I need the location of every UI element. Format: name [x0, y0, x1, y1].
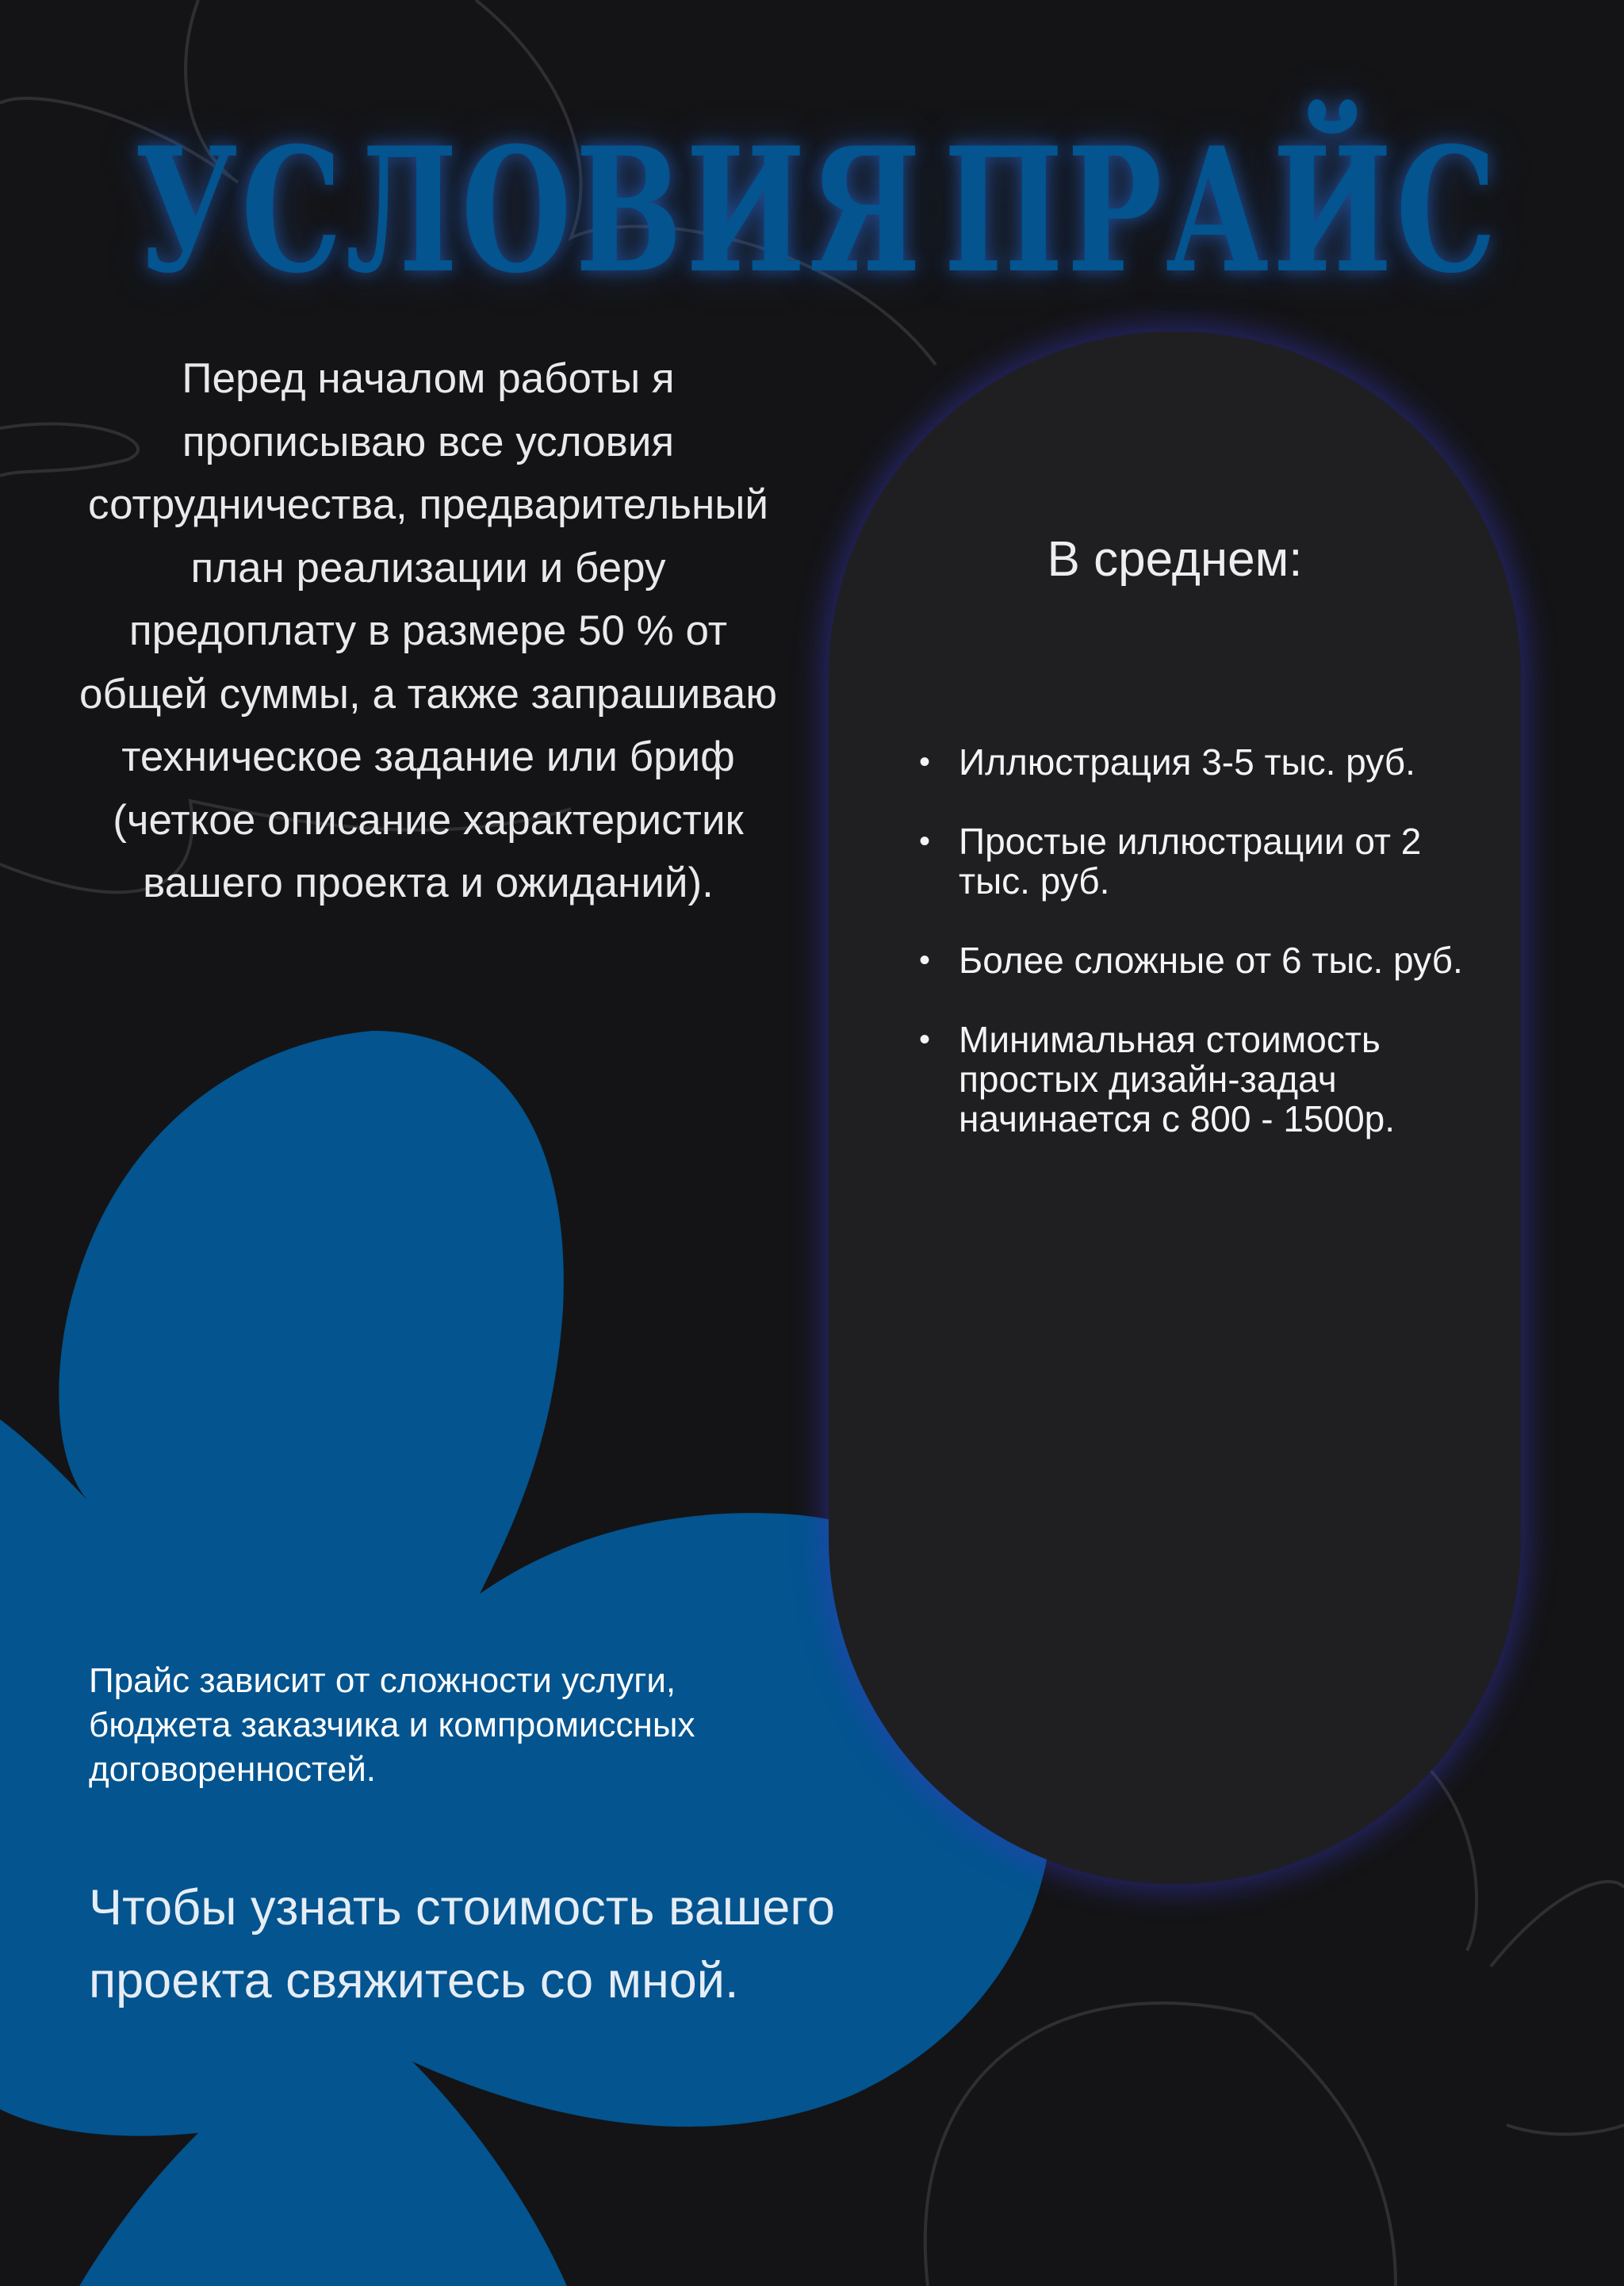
price-list — [919, 742, 1474, 1178]
conditions-title: УСЛОВИЯ — [135, 109, 925, 311]
price-item-text: Простые иллюстрации от 2 тыс. руб. — [959, 821, 1422, 902]
price-item-text: Иллюстрация 3-5 тыс. руб. — [959, 741, 1415, 783]
list-item — [919, 940, 1474, 980]
contact-call-to-action: Чтобы узнать стоимость вашего проекта свяжитесь со мной. — [89, 1880, 835, 2008]
price-title: ПРАЙС — [944, 109, 1500, 311]
bullet-icon: • — [919, 943, 931, 978]
bullet-icon: • — [919, 1022, 931, 1057]
bullet-icon: • — [919, 745, 931, 779]
average-heading: В среднем: — [1047, 532, 1303, 587]
list-item — [919, 1020, 1474, 1139]
price-item-text: Более сложные от 6 тыс. руб. — [959, 940, 1463, 981]
price-card — [829, 331, 1521, 1884]
price-item-text: Минимальная стоимость простых дизайн-задач начинается с 800 - 1500р. — [959, 1019, 1396, 1139]
conditions-description: Перед началом работы я прописываю все условия сотрудничества, предварительный план реализации и беру предоплату в размере 50 % от общей суммы, а также запрашиваю техническое задание или бриф (четкое описание характеристик вашего проекта и ожиданий). — [79, 355, 777, 906]
list-item — [919, 742, 1474, 782]
bullet-icon: • — [919, 824, 931, 859]
price-note: Прайс зависит от сложности услуги, бюджета заказчика и компромиссных договоренностей. — [89, 1661, 695, 1789]
list-item — [919, 821, 1474, 901]
